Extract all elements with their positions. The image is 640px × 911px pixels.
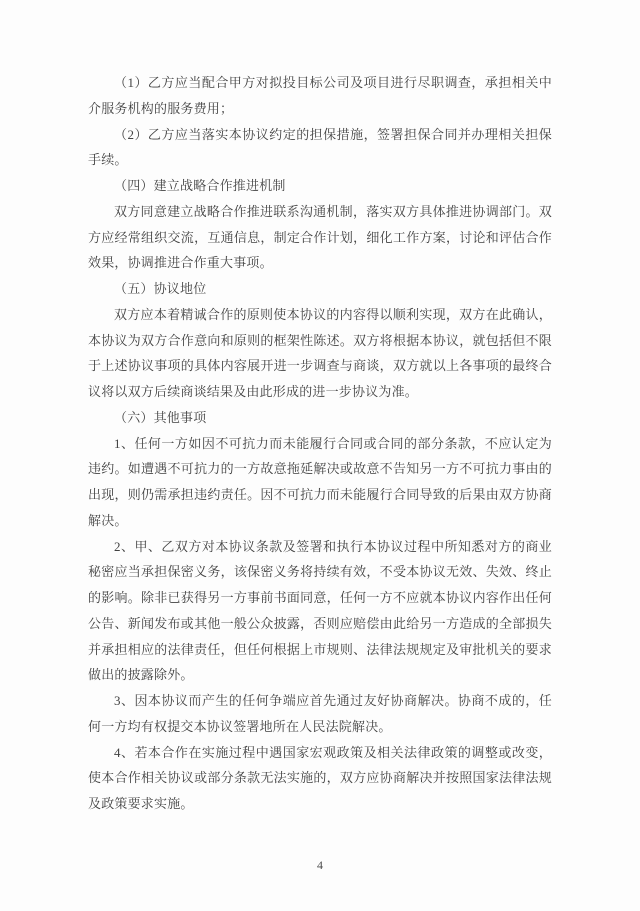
section-heading: （五）协议地位	[114, 281, 207, 296]
paragraph: 1、任何一方如因不可抗力而未能履行合同或合同的部分条款，不应认定为违约。如遭遇不可抗力的一方故意拖延解决或故意不告知另一方不可抗力事由的出现，则仍需承担违约责任。因不可抗力而未能履行合同导致的后果由双方协商解决。	[88, 435, 552, 528]
paragraph: （1）乙方应当配合甲方对拟投目标公司及项目进行尽职调查，承担相关中介服务机构的服务费用；	[88, 75, 552, 116]
section-heading: （四）建立战略合作推进机制	[114, 178, 286, 193]
paragraph: 2、甲、乙双方对本协议条款及签署和执行本协议过程中所知悉对方的商业秘密应当承担保密义务，该保密义务将持续有效，不受本协议无效、失效、终止的影响。除非已获得另一方事前书面同意，任何一方不应就本协议内容作出任何公告、新闻发布或其他一般公众披露，否则应赔偿由此给另一方造成的全部损失并承担相应的法律责任，但任何根据上市规则、法律法规规定及审批机关的要求做出的披露除外。	[88, 538, 552, 683]
document-body	[88, 70, 552, 817]
paragraph: （2）乙方应当落实本协议约定的担保措施，签署担保合同并办理相关担保手续。	[88, 126, 552, 168]
paragraph: 双方同意建立战略合作推进联系沟通机制，落实双方具体推进协调部门。双方应经常组织交流，互通信息，制定合作计划，细化工作方案，讨论和评估合作效果，协调推进合作重大事项。	[88, 203, 552, 271]
page-number: 4	[317, 858, 323, 872]
section-heading: （六）其他事项	[114, 409, 207, 425]
paragraph: 双方应本着精诚合作的原则使本协议的内容得以顺利实现，双方在此确认，本协议为双方合作意向和原则的框架性陈述。双方将根据本协议，就包括但不限于上述协议事项的具体内容展开进一步调查与商谈，双方就以上各事项的最终合议将以双方后续商谈结果及由此形成的进一步协议为准。	[88, 306, 552, 399]
paragraph: 4、若本合作在实施过程中遇国家宏观政策及相关法律政策的调整或改变，使本合作相关协议或部分条款无法实施的，双方应协商解决并按照国家法律法规及政策要求实施。	[88, 744, 552, 811]
paragraph: 3、因本协议而产生的任何争端应首先通过友好协商解决。协商不成的，任何一方均有权提交本协议签署地所在人民法院解决。	[88, 693, 552, 734]
